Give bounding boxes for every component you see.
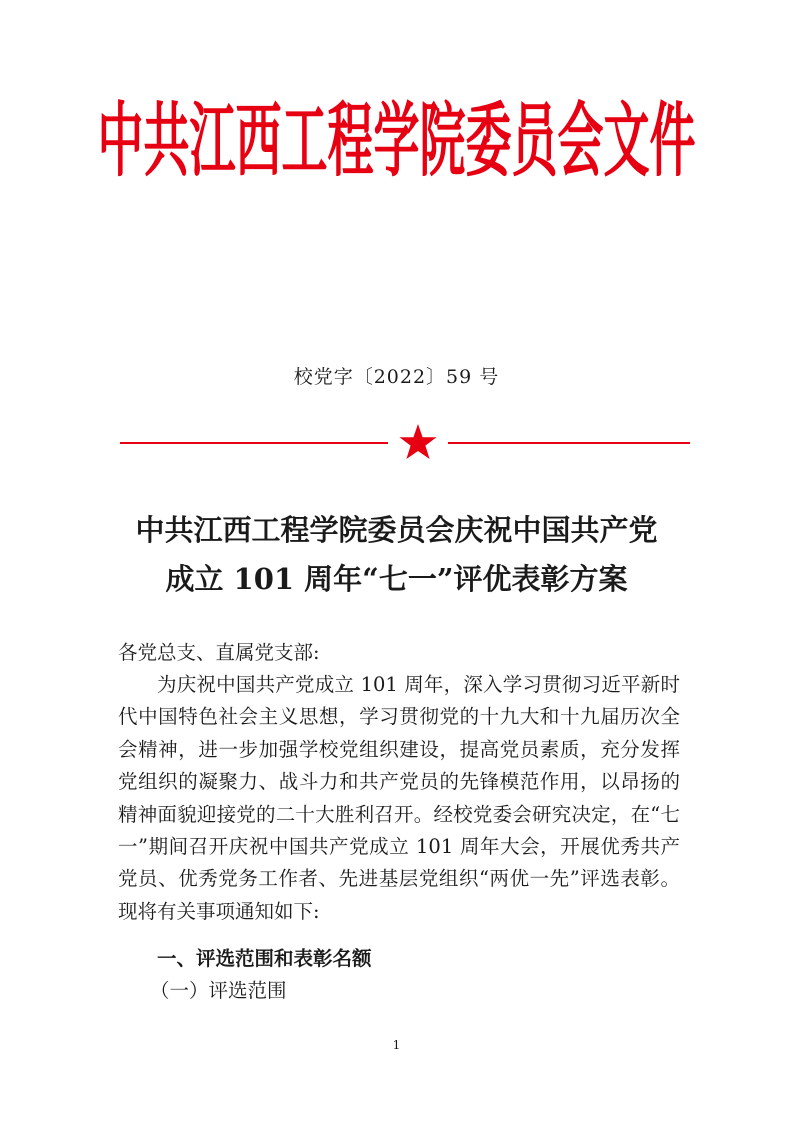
divider-line-right [448, 442, 690, 444]
page-number: 1 [392, 1038, 401, 1052]
masthead-title: 中共江西工程学院委员会文件 [97, 93, 696, 188]
document-number: 校党字〔2022〕59 号 [293, 366, 500, 388]
star-icon [398, 423, 438, 463]
red-divider [120, 423, 690, 463]
section-heading-1: 一、评选范围和表彰名额 [157, 947, 372, 970]
divider-line-left [120, 442, 388, 444]
salutation: 各党总支、直属党支部: [118, 641, 320, 664]
document-title-line-1: 中共江西工程学院委员会庆祝中国共产党 [135, 513, 658, 547]
subsection-heading-1: （一）评选范围 [150, 979, 287, 1002]
intro-paragraph: 为庆祝中国共产党成立 101 周年，深入学习贯彻习近平新时代中国特色社会主义思想，学习贯彻党的十九大和十九届历次全会精神，进一步加强学校党组织建设，提高党员素质，充分发挥党组织的凝聚力、战斗力和共产党员的先锋模范作用，以昂扬的精神面貌迎接党的二十大胜利召开。经校党委会研究决定，在“七一”期间召开庆祝中国共产党成立 101 周年大会，开展优秀共产党员、优秀党务工作者、先进基层党组织“两优一先”评选表彰。现将有关事项通知如下: [118, 673, 680, 923]
document-title-line-2: 成立 101 周年“七一”评优表彰方案 [165, 562, 628, 596]
